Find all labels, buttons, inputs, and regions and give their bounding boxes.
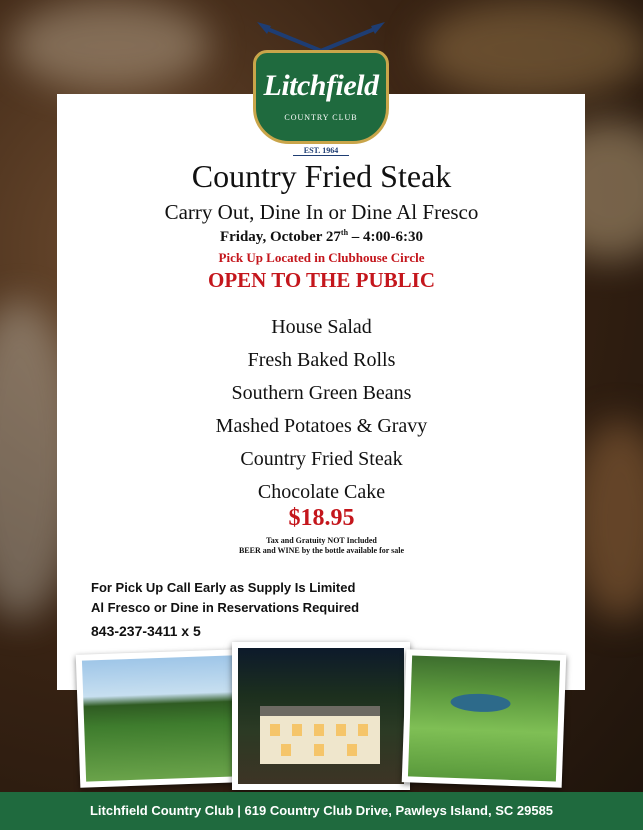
logo-badge [253,50,389,144]
window-light [281,744,291,756]
window-light [347,744,357,756]
pond-shape [450,693,511,713]
event-date-prefix: Friday, October 27 [219,229,341,245]
golf-course-photo [76,649,244,788]
clubhouse-photo [232,642,410,790]
menu-list [0,313,643,511]
logo-name: Litchfield [263,69,379,102]
putting-green-photo [402,649,567,788]
phone-number: 843-237-3411 x 5 [91,623,201,639]
pickup-call-note: For Pick Up Call Early as Supply Is Limited [91,580,356,595]
reservations-note: Al Fresco or Dine in Reservations Required [91,600,360,615]
event-date-suffix: th [340,228,349,237]
beverage-note: BEER and WINE by the bottle available for sale [238,546,405,555]
footer-address: Litchfield Country Club | 619 Country Club Drive, Pawleys Island, SC 29585 [0,792,643,830]
menu-item: Country Fried Steak [240,448,403,470]
menu-item: Southern Green Beans [231,382,412,404]
window-light [358,724,368,736]
background-top-right-blur [420,0,643,100]
event-time: – 4:00-6:30 [348,229,424,245]
event-date [0,228,643,246]
menu-item: House Salad [271,316,372,338]
golf-course-image [82,655,237,781]
event-subtitle: Carry Out, Dine In or Dine Al Fresco [164,200,479,224]
club-logo [243,14,399,154]
logo-subtitle: COUNTRY CLUB [284,113,358,122]
clubhouse-image [238,648,404,784]
window-light [292,724,302,736]
window-light [336,724,346,736]
menu-price: $18.95 [288,505,355,531]
clubhouse-shape [260,706,380,764]
background-top-left-blur [10,0,210,90]
event-title: Country Fried Steak [191,158,452,194]
window-light [314,724,324,736]
pickup-location: Pick Up Located in Clubhouse Circle [218,250,425,265]
window-light [314,744,324,756]
logo-established: EST. 1964 [293,146,349,156]
tax-note: Tax and Gratuity NOT Included [266,536,377,545]
menu-item: Mashed Potatoes & Gravy [215,415,428,437]
menu-item: Fresh Baked Rolls [247,349,396,371]
window-light [270,724,280,736]
menu-item: Chocolate Cake [257,481,386,503]
open-to-public: OPEN TO THE PUBLIC [208,268,435,292]
putting-green-image [408,655,560,781]
